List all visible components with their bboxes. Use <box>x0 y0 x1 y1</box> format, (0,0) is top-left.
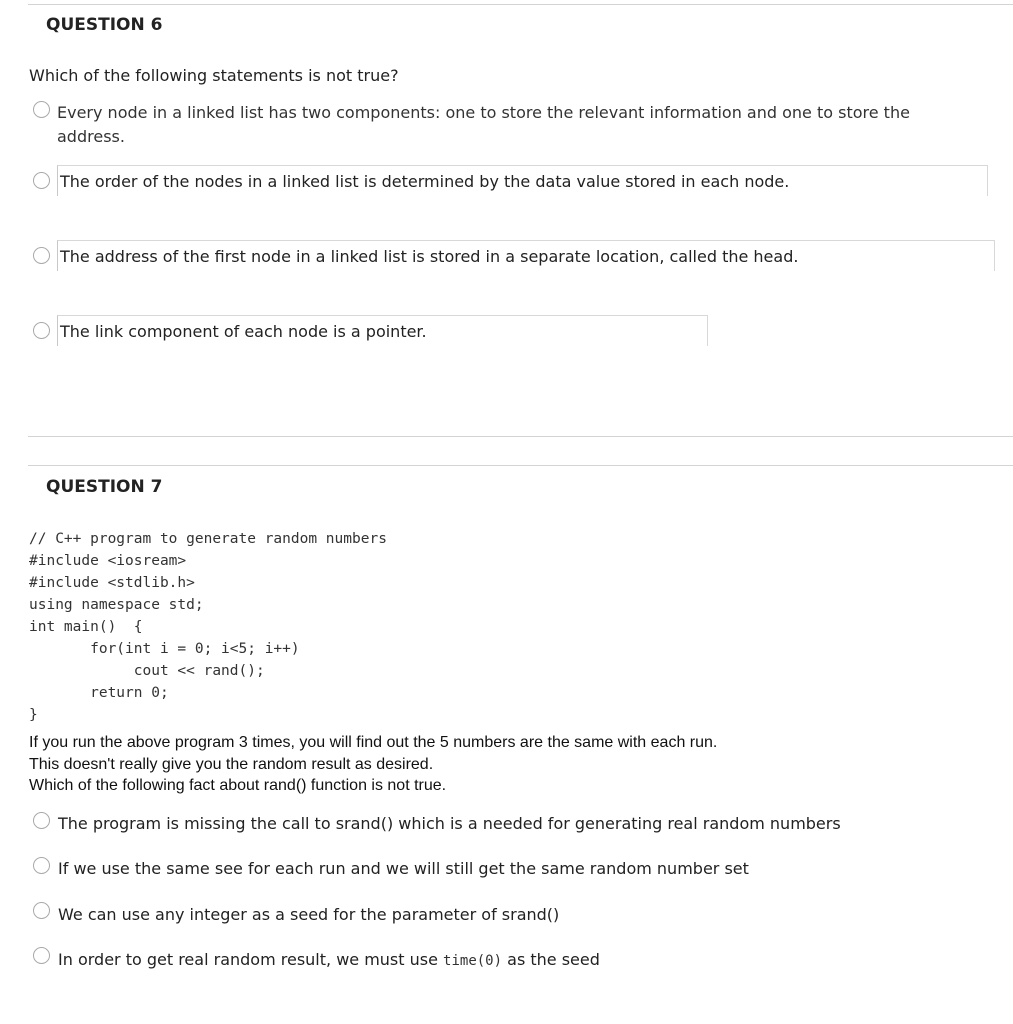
q6-option-2-label[interactable]: The order of the nodes in a linked list is determined by the data value stored in each node. <box>57 165 988 196</box>
code-block <box>29 528 387 726</box>
divider <box>28 436 1013 437</box>
code-line: using namespace std; <box>29 597 204 613</box>
q7-option-2-label[interactable]: If we use the same see for each run and we will still get the same random number set <box>58 859 749 878</box>
question-7-description <box>29 732 717 797</box>
code-line: int main() { <box>29 619 143 635</box>
q6-option-3-radio[interactable] <box>33 247 50 264</box>
code-line: #include <stdlib.h> <box>29 575 195 591</box>
code-line: return 0; <box>29 685 169 701</box>
q7-option-3-radio[interactable] <box>33 902 50 919</box>
q7-option-1-label[interactable]: The program is missing the call to srand() which is a needed for generating real random numbers <box>58 814 841 833</box>
divider <box>28 4 1013 5</box>
q7-option-2-radio[interactable] <box>33 857 50 874</box>
answer-text: as the seed <box>502 950 600 969</box>
code-line: #include <iosream> <box>29 553 187 569</box>
description-line: This doesn't really give you the random result as desired. <box>29 755 434 773</box>
q6-option-3-label[interactable]: The address of the first node in a linked list is stored in a separate location, called the head. <box>57 240 995 271</box>
code-line: } <box>29 707 38 723</box>
code-line: for(int i = 0; i<5; i++) <box>29 641 300 657</box>
code-line: // C++ program to generate random numbers <box>29 531 387 547</box>
q7-option-4-label[interactable] <box>58 948 600 973</box>
q7-option-3-label[interactable]: We can use any integer as a seed for the parameter of srand() <box>58 905 560 924</box>
description-line: Which of the following fact about rand() function is not true. <box>29 777 447 794</box>
q6-option-1-radio[interactable] <box>33 101 50 118</box>
question-6-title: QUESTION 6 <box>46 15 163 35</box>
q6-option-4-label[interactable]: The link component of each node is a pointer. <box>57 315 708 346</box>
q7-option-4-radio[interactable] <box>33 947 50 964</box>
q6-option-2-radio[interactable] <box>33 172 50 189</box>
question-6-prompt: Which of the following statements is not true? <box>29 66 399 85</box>
q7-option-1-radio[interactable] <box>33 812 50 829</box>
code-line: cout << rand(); <box>29 663 265 679</box>
description-line: If you run the above program 3 times, you will find out the 5 numbers are the same with each run. <box>29 734 718 751</box>
inline-code: time(0) <box>443 953 503 969</box>
divider <box>28 465 1013 466</box>
answer-text: In order to get real random result, we must use <box>58 950 444 969</box>
question-7-title: QUESTION 7 <box>46 477 163 497</box>
q6-option-1-label[interactable]: Every node in a linked list has two components: one to store the relevant information and one to store the address. <box>57 103 910 146</box>
q6-option-4-radio[interactable] <box>33 322 50 339</box>
